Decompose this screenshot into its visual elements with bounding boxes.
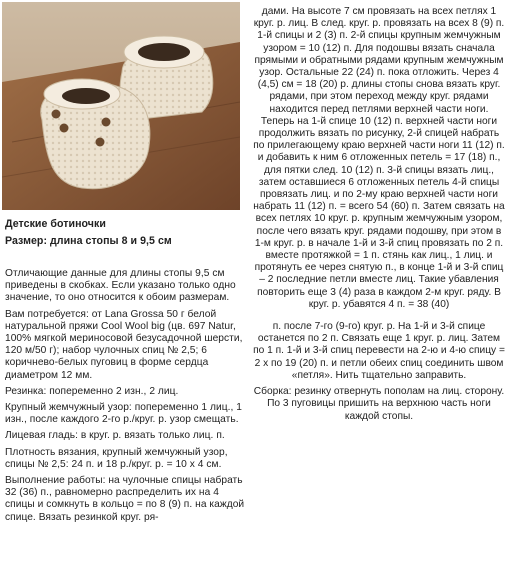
paragraph-continuation: дами. На высоте 7 см провязать на всех петлях 1 круг. р. лиц. В след. круг. р. провязать на всех 8 (9) п. 1-й спицы и 2 (3) п. 2-й спицы крупным жемчужным узором = 10 (12) п. Для подошвы вязать сначала прямыми и обратными рядами крупным жемчужным узор. Остальные 22 (24) п. пока отложить. Через 4 (4,5) см = 18 (20) р. длины стопы снова вязать круг. рядами, при этом переход между круг. рядами находится перед петлями верхней части ноги. Теперь на 1-й спице 10 (12) п. верхней части ноги продолжить вязать по рисунку, 2-й спицей набрать по прилегающему краю верхней части ноги 11 (12) п. и добавить к ним 6 отложенных петель = 17 (18) п., для пятки след. 10 (12) п. 3-й спицы вязать лиц., затем оставшиеся 6 отложенных петель 4-й спицы провязать лиц. и по 2-му краю верхней части ноги набрать 11 (12) п. = всего 54 (60) п. Затем связать на всех петлях 10 круг. р. крупным жемчужным узором, после чего вязать круг. рядами подошву, при этом в 1-м круг. р. в начале 1-й и 3-й спиц провязать по 2 п. вместе протяжкой = 1 п. стянь как лиц., 1 лиц. и протянуть ее через снятую п., в конце 1-й и 3-й спиц – 2 последние петли вместе лиц. Такие убавления повторить еще 3 (4) раза в каждом 2-м круг. ряду. В круг. р. убавятся 4 п. = 38 (40) <box>253 6 505 310</box>
left-column <box>5 218 245 528</box>
paragraph-gauge: Плотность вязания, крупный жемчужный узор, спицы № 2,5: 24 п. и 18 р./круг. р. = 10 х 4 см. <box>5 446 228 470</box>
paragraph-rib: Резинка: попеременно 2 изн., 2 лиц. <box>5 385 179 397</box>
size-line: Размер: длина стопы 8 и 9,5 см <box>5 235 172 247</box>
heart-button <box>96 138 105 147</box>
page-title: Детские ботиночки <box>5 218 106 230</box>
baby-booties-illustration <box>2 2 240 210</box>
heart-button <box>102 118 111 127</box>
paragraph-finishing: п. после 7-го (9-го) круг. р. На 1-й и 3-й спице останется по 2 п. Связать еще 1 круг. р. лиц. Затем по 1 п. 1-й и 3-й спиц перевести на 2-ю и 4-ю спицу = 2 х по 19 (20) п. и петли обеих спиц соединить швом «петля». Нить тщательно заправить. <box>253 321 505 381</box>
paragraph-instructions: Выполнение работы: на чулочные спицы набрать 32 (36) п., равномерно распределить их на 4 спицы и сомкнуть в кольцо = по 8 (9) п. на каждой спице. Вязать резинкой круг. ря- <box>5 475 245 523</box>
heart-button <box>52 110 61 119</box>
paragraph-assembly: Сборка: резинку отвернуть пополам на лиц. сторону. По 3 пуговицы пришить на верхнюю часть ноги каждой стопы. <box>253 386 505 422</box>
paragraph-stockinette: Лицевая гладь: в круг. р. вязать только лиц. п. <box>5 430 225 442</box>
bootie-front <box>41 79 150 189</box>
baby-booties-photo <box>2 2 240 210</box>
paragraph-pattern: Крупный жемчужный узор: попеременно 1 лиц., 1 изн., после каждого 2-го р./круг. р. узор смещать. <box>5 402 242 426</box>
paragraph-intro: Отличающие данные для длины стопы 9,5 см приведены в скобках. Если указано только одно значение, то оно относится к обоим размерам. <box>5 268 236 304</box>
paragraph-materials: Вам потребуется: от Lana Grossa 50 г белой натуральной пряжи Cool Wool big (цв. 697 Natur, 100% мягкой мериносовой безусадочной шерсти, 120 м/50 г); набор чулочных спиц № 2,5; 6 коричнево-белых пуговиц в форме сердца диаметром 12 мм. <box>5 308 243 381</box>
right-column <box>252 6 506 427</box>
heart-button <box>60 124 69 133</box>
